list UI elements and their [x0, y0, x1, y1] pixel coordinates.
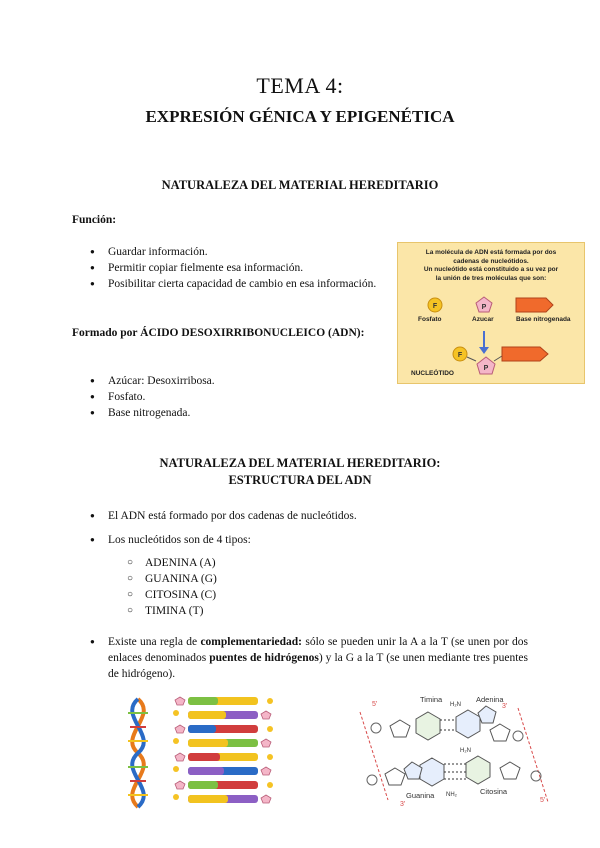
list-item: ○ GUANINA (G) — [127, 571, 327, 587]
three-prime-top-label: 3' — [502, 703, 508, 710]
section2-heading-line1: NATURALEZA DEL MATERIAL HEREDITARIO: — [159, 456, 441, 470]
sugar-label: Azucar — [472, 316, 494, 323]
nucleotide-diagram — [398, 243, 584, 383]
arrow-down-icon — [479, 347, 489, 354]
base-icon — [516, 298, 553, 312]
function-list — [90, 244, 380, 292]
h2n-mid-label: H₂N — [460, 748, 471, 754]
list-item: ○ TIMINA (T) — [127, 603, 327, 619]
five-prime-bottom-label: 5' — [540, 797, 546, 804]
nh2-label: NH₂ — [446, 792, 457, 798]
figure-caption-line: Un nucleótido está constituido a su vez por — [423, 266, 559, 273]
complementarity-rule: ● Existe una regla de complementariedad: sólo se pueden unir la A a la T (se unen por dos enlaces denominados puentes de hidrógenos) y la G a la T (se unen mediante tres puentes de hidrógeno). — [90, 634, 528, 682]
list-item: ○ CITOSINA (C) — [127, 587, 327, 603]
page-subtitle: EXPRESIÓN GÉNICA Y EPIGENÉTICA — [145, 107, 455, 126]
h2n-top-label: H₂N — [450, 702, 461, 708]
nucleotide-types-list — [127, 555, 327, 619]
phosphate-symbol: F — [457, 352, 463, 359]
base-pairing-chemistry-figure — [350, 690, 560, 814]
nucleotide-label: NUCLEÓTIDO — [411, 370, 454, 377]
phosphate-symbol: F — [432, 303, 438, 310]
citosina-label: Citosina — [480, 787, 508, 796]
figure-caption-line: La molécula de ADN está formada por dos — [425, 249, 557, 256]
five-prime-top-label: 5' — [372, 701, 378, 708]
list-item: ● Permitir copiar fielmente esa información. — [90, 260, 380, 276]
list-item: ● El ADN está formado por dos cadenas de nucleótidos. — [90, 508, 510, 524]
list-item: ● Base nitrogenada. — [90, 405, 380, 421]
sugar-symbol: P — [483, 365, 489, 372]
list-item: ● Posibilitar cierta capacidad de cambio en esa información. — [90, 276, 380, 292]
structure-list-2 — [90, 532, 510, 548]
formed-label: Formado por ÁCIDO DESOXIRRIBONUCLEICO (ADN): — [72, 327, 365, 339]
page-title: TEMA 4: — [256, 73, 344, 98]
list-item: ● Azúcar: Desoxirribosa. — [90, 373, 380, 389]
section2-heading-line2: ESTRUCTURA DEL ADN — [228, 473, 372, 487]
list-item: ● Fosfato. — [90, 389, 380, 405]
base-label: Base nitrogenada — [516, 316, 571, 323]
formed-list — [90, 373, 380, 421]
three-prime-bottom-label: 3' — [400, 801, 406, 808]
timina-label: Timina — [420, 695, 443, 704]
structure-list-1 — [90, 508, 510, 524]
adenina-label: Adenina — [476, 695, 504, 704]
section1-heading: NATURALEZA DEL MATERIAL HEREDITARIO — [161, 178, 439, 192]
complementarity-list — [90, 634, 528, 682]
base-icon — [502, 347, 548, 361]
nucleotide-figure — [397, 242, 585, 384]
function-label: Función: — [72, 214, 117, 226]
sugar-symbol: P — [481, 304, 487, 311]
complementarity-term: complementariedad: — [200, 636, 303, 648]
figure-caption-line: la unión de tres moléculas que son: — [435, 274, 547, 282]
list-item: ● Los nucleótidos son de 4 tipos: — [90, 532, 510, 548]
figure-caption-line: cadenas de nucleótidos. — [453, 257, 529, 265]
dna-helix-figure — [118, 691, 290, 813]
list-item: ○ ADENINA (A) — [127, 555, 327, 571]
list-item: ● Guardar información. — [90, 244, 380, 260]
phosphate-label: Fosfato — [418, 316, 442, 323]
hydrogen-bonds-term: puentes de hidrógenos — [209, 652, 319, 664]
guanina-label: Guanina — [406, 791, 435, 800]
